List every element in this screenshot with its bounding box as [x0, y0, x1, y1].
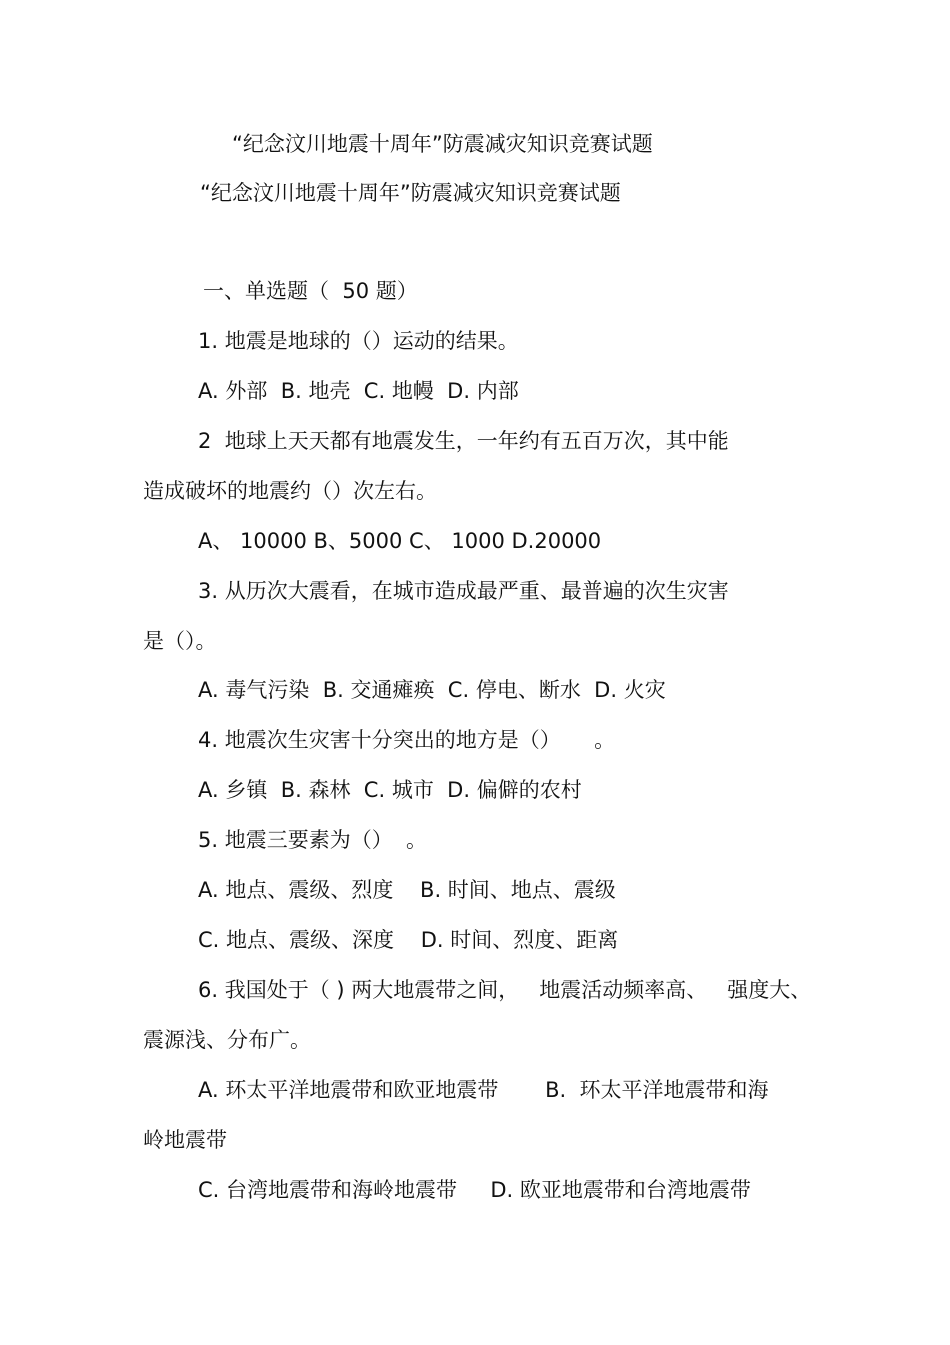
question-5: 5. 地震三要素为（） 。 [198, 828, 428, 852]
document-title: “纪念汶川地震十周年”防震减灾知识竞赛试题 [200, 181, 621, 205]
question-6-options-ab-continued: 岭地震带 [143, 1128, 227, 1152]
question-3-options: A. 毒气污染 B. 交通瘫痪 C. 停电、断水 D. 火灾 [198, 678, 666, 702]
question-6-options-ab: A. 环太平洋地震带和欧亚地震带 B. 环太平洋地震带和海 [198, 1078, 769, 1102]
question-1: 1. 地震是地球的（）运动的结果。 [198, 329, 519, 353]
question-2: 2 地球上天天都有地震发生，一年约有五百万次，其中能 [198, 429, 729, 453]
question-4: 4. 地震次生灾害十分突出的地方是（） 。 [198, 728, 616, 752]
question-2-continued: 造成破坏的地震约（）次左右。 [143, 479, 437, 503]
question-5-options-cd: C. 地点、震级、深度 D. 时间、烈度、距离 [198, 928, 619, 952]
document-header-title: “纪念汶川地震十周年”防震减灾知识竞赛试题 [232, 132, 653, 156]
question-6-continued: 震源浅、分布广。 [143, 1028, 311, 1052]
question-5-options-ab: A. 地点、震级、烈度 B. 时间、地点、震级 [198, 878, 616, 902]
question-3-continued: 是（）。 [143, 629, 217, 653]
question-4-options: A. 乡镇 B. 森林 C. 城市 D. 偏僻的农村 [198, 778, 582, 802]
section-heading: 一、单选题（ 50 题） [203, 279, 418, 303]
question-2-options: A、 10000 B、5000 C、 1000 D.20000 [198, 529, 602, 553]
question-1-options: A. 外部 B. 地壳 C. 地幔 D. 内部 [198, 379, 519, 403]
question-6-options-cd: C. 台湾地震带和海岭地震带 D. 欧亚地震带和台湾地震带 [198, 1178, 751, 1202]
question-6: 6. 我国处于（ ) 两大地震带之间， 地震活动频率高、 强度大、 [198, 978, 812, 1002]
question-3: 3. 从历次大震看，在城市造成最严重、最普遍的次生灾害 [198, 579, 729, 603]
